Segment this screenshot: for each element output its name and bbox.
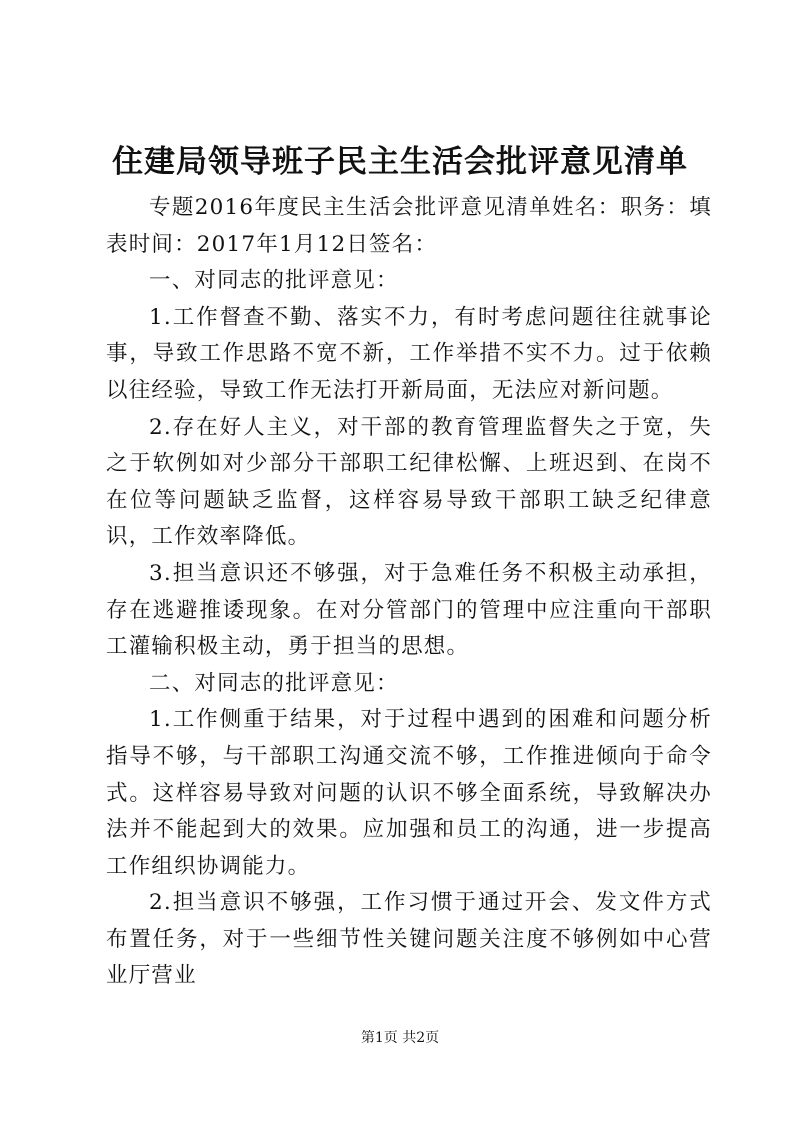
document-title: 住建局领导班子民主生活会批评意见清单 — [112, 144, 688, 180]
paragraph-2-2: 2.担当意识不够强，工作习惯于通过开会、发文件方式布置任务，对于一些细节性关键问题关注度不够例如中心营业厅营业 — [106, 890, 712, 989]
paragraph-1-1: 1.工作督查不勤、落实不力，有时考虑问题往往就事论事，导致工作思路不宽不新，工作举措不实不力。过于依赖以往经验，导致工作无法打开新局面，无法应对新问题。 — [106, 304, 712, 403]
paragraph-header-info: 专题2016年度民主生活会批评意见清单姓名：职务：填表时间：2017年1月12日签名： — [106, 195, 712, 257]
section-heading-2: 二、对同志的批评意见： — [149, 670, 399, 696]
page-number-footer: 第1页 共2页 — [360, 1030, 440, 1046]
document-body — [106, 190, 712, 995]
paragraph-1-3: 3.担当意识还不够强，对于急难任务不积极主动承担，存在逃避推诿现象。在对分管部门的管理中应注重向干部职工灌输积极主动，勇于担当的思想。 — [106, 560, 712, 660]
section-heading-1: 一、对同志的批评意见： — [149, 268, 399, 294]
paragraph-2-1: 1.工作侧重于结果，对于过程中遇到的困难和问题分析指导不够，与干部职工沟通交流不够，工作推进倾向于命令式。这样容易导致对问题的认识不够全面系统，导致解决办法并不能起到大的效果。应加强和员工的沟通，进一步提高工作组织协调能力。 — [106, 707, 712, 879]
paragraph-1-2: 2.存在好人主义，对干部的教育管理监督失之于宽，失之于软例如对少部分干部职工纪律松懈、上班迟到、在岗不在位等问题缺乏监督，这样容易导致干部职工缺乏纪律意识，工作效率降低。 — [106, 414, 712, 550]
